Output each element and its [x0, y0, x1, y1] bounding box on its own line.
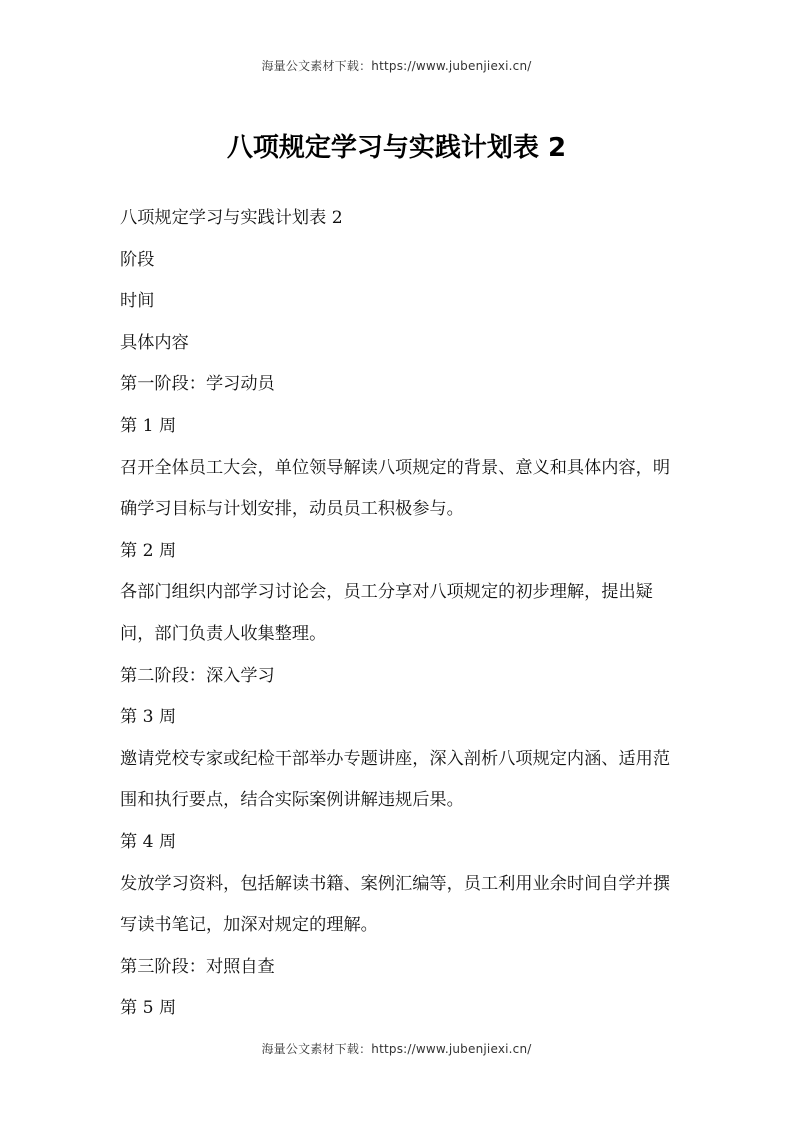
- week-label-3: 第 3 周: [120, 707, 177, 728]
- week-label-1: 第 1 周: [120, 415, 177, 436]
- stage-heading-1: 第一阶段：学习动员: [120, 374, 275, 395]
- subtitle-line: 八项规定学习与实践计划表 2: [120, 208, 343, 228]
- column-label-content: 具体内容: [120, 332, 189, 353]
- page-header-note: 海量公文素材下载：https://www.jubenjiexi.cn/: [261, 59, 532, 73]
- week-content-3: 邀请党校专家或纪检干部举办专题讲座，深入剖析八项规定内涵、适用范围和执行要点，结合实际案例讲解违规后果。: [120, 748, 671, 811]
- week-label-5: 第 5 周: [120, 998, 177, 1019]
- week-label-4: 第 4 周: [120, 831, 177, 852]
- document-body: [120, 198, 680, 1030]
- page-footer-note: 海量公文素材下载：https://www.jubenjiexi.cn/: [261, 1042, 532, 1056]
- column-label-stage: 阶段: [120, 249, 155, 270]
- stage-heading-3: 第三阶段：对照自查: [120, 956, 275, 977]
- document-title: 八项规定学习与实践计划表 2: [226, 133, 567, 163]
- week-content-1: 召开全体员工大会，单位领导解读八项规定的背景、意义和具体内容，明确学习目标与计划安排，动员员工积极参与。: [120, 457, 671, 520]
- stage-heading-2: 第二阶段：深入学习: [120, 665, 275, 686]
- week-content-4: 发放学习资料，包括解读书籍、案例汇编等，员工利用业余时间自学并撰写读书笔记，加深对规定的理解。: [120, 873, 671, 936]
- column-label-time: 时间: [120, 291, 155, 312]
- week-label-2: 第 2 周: [120, 540, 177, 561]
- week-content-2: 各部门组织内部学习讨论会，员工分享对八项规定的初步理解，提出疑问，部门负责人收集整理。: [120, 582, 653, 644]
